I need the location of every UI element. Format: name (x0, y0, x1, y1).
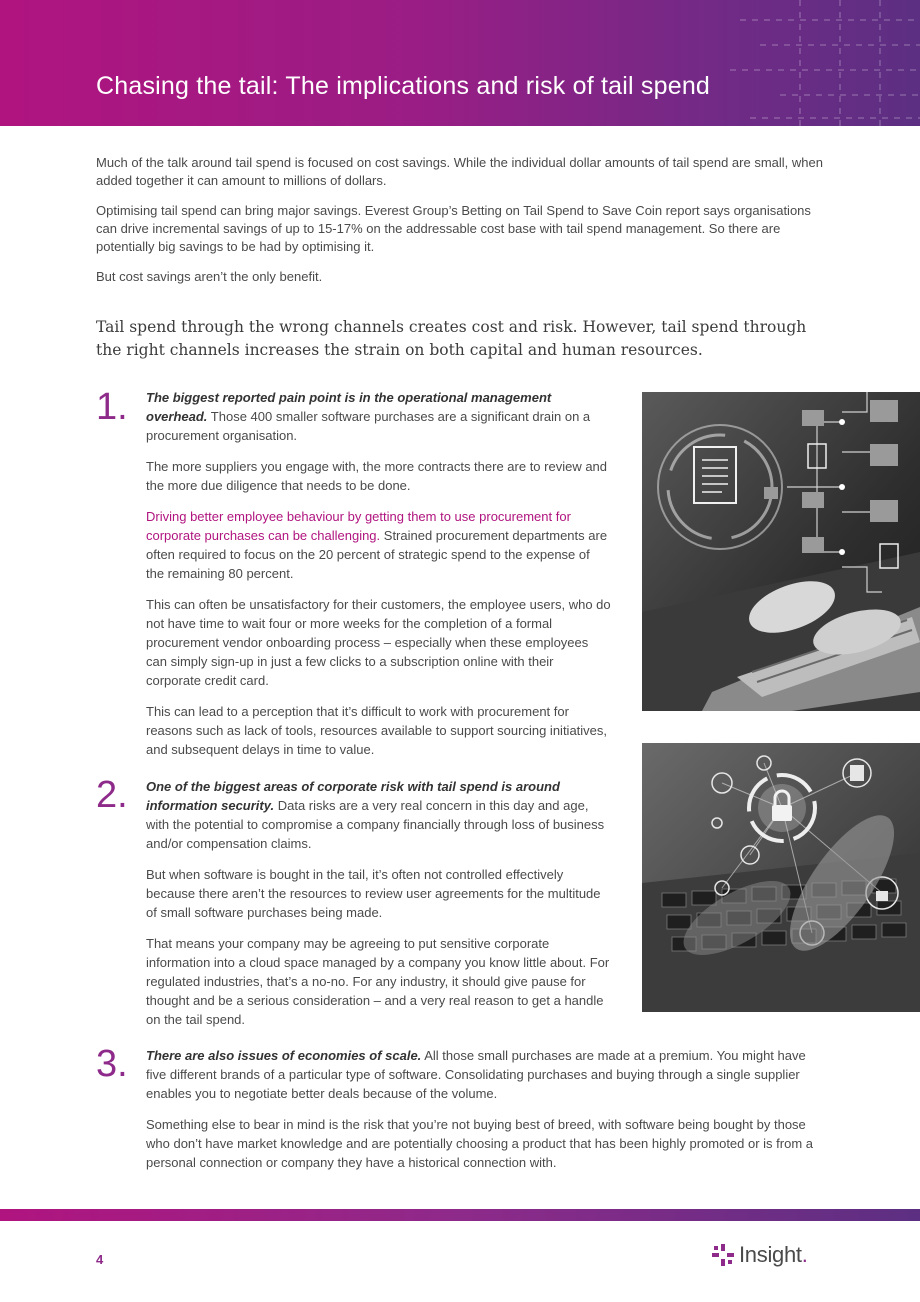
intro-paragraph: Much of the talk around tail spend is focused on cost savings. While the individual dollar amounts of tail spend are small, when added together it can amount to millions of dollars. (96, 155, 823, 188)
item-paragraph: Something else to bear in mind is the risk that you’re not buying best of breed, with software being bought by those who don’t have market knowledge and are potentially choosing a product that has been highly promoted or is from a personal connection or company they have a historical connection with. (146, 1117, 814, 1170)
item-paragraph: The more suppliers you engage with, the more contracts there are to review and the more due diligence that needs to be done. (146, 459, 608, 493)
item-1 (146, 388, 611, 771)
item-paragraph: That means your company may be agreeing to put sensitive corporate information into a cloud space managed by a company you know little about. For regulated industries, that’s a no-no. For any industry, it should give pause for thought and be a serious consideration – and a very real reason to get a handle on the tail spend. (146, 936, 610, 1027)
insight-logo (712, 1240, 808, 1270)
item-paragraph (146, 507, 611, 583)
item-paragraph: This can often be unsatisfactory for their customers, the employee users, who do not have time to wait four or more weeks for the completion of a formal procurement vendor onboarding process – especially when these employees can simply sign-up in just a few clicks to a subscription online with their corporate credit card. (146, 597, 611, 688)
item-number: 1. (96, 386, 128, 428)
intro-paragraph: But cost savings aren’t the only benefit. (96, 269, 323, 284)
item-number: 2. (96, 774, 128, 816)
intro-paragraph: Optimising tail spend can bring major savings. Everest Group’s Betting on Tail Spend to Save Coin report says organisations can drive incremental savings of up to 15-17% on the addressable cost base with tail spend management. So there are potentially big savings to be had by optimising it. (96, 203, 811, 254)
item-lead: There are also issues of economies of scale. (146, 1048, 422, 1063)
intro-section (96, 154, 826, 298)
item-lead-rest: All those small purchases are made at a premium. You might have five different brands of a particular type of software. Consolidating purchases and buying through a single supplier enables you to negotiate better deals because of the volume. (146, 1048, 806, 1101)
logo-wordmark: Insight (739, 1242, 802, 1267)
pull-quote: Tail spend through the wrong channels creates cost and risk. However, tail spend through the right channels increases the strain on both capital and human resources. (96, 318, 807, 359)
item-lead: The biggest reported pain point is in the operational management overhead. (146, 390, 552, 424)
item-paragraph (146, 388, 611, 445)
item-paragraph: This can lead to a perception that it’s difficult to work with procurement for reasons such as lack of tools, resources available to support sourcing initiatives, and subsequent delays in time to value. (146, 704, 608, 757)
item-paragraph: But when software is bought in the tail, it’s often not controlled effectively because there aren’t the resources to review user agreements for the multitude of small software purchases being made. (146, 867, 601, 920)
header-pattern-decoration (720, 0, 920, 126)
insight-logo-icon (712, 1244, 734, 1266)
item-2 (146, 777, 611, 1041)
item-paragraph (146, 1046, 826, 1103)
item-lead: One of the biggest areas of corporate risk with tail spend is around information security. (146, 779, 560, 813)
highlight-link[interactable]: Driving better employee behaviour by getting them to use procurement for corporate purchases can be challenging. (146, 509, 571, 543)
keyboard-security-photo (642, 743, 920, 1012)
header-banner (0, 0, 920, 126)
footer-bar (0, 1209, 920, 1221)
laptop-documents-photo (642, 392, 920, 711)
page-number: 4 (96, 1252, 104, 1267)
page-title: Chasing the tail: The implications and risk of tail spend (96, 72, 711, 100)
item-paragraph (146, 777, 611, 853)
item-number: 3. (96, 1043, 128, 1085)
logo-dot: . (801, 1242, 808, 1267)
item-3 (146, 1046, 826, 1184)
item-paragraph-rest: Strained procurement departments are often required to focus on the 20 percent of strategic spend to the expense of the remaining 80 percent. (146, 528, 608, 581)
item-lead-rest: Data risks are a very real concern in this day and age, with the potential to compromise a company financially through loss of business and/or compensation claims. (146, 798, 605, 851)
item-lead-rest: Those 400 smaller software purchases are a significant drain on a procurement organisation. (146, 409, 591, 443)
